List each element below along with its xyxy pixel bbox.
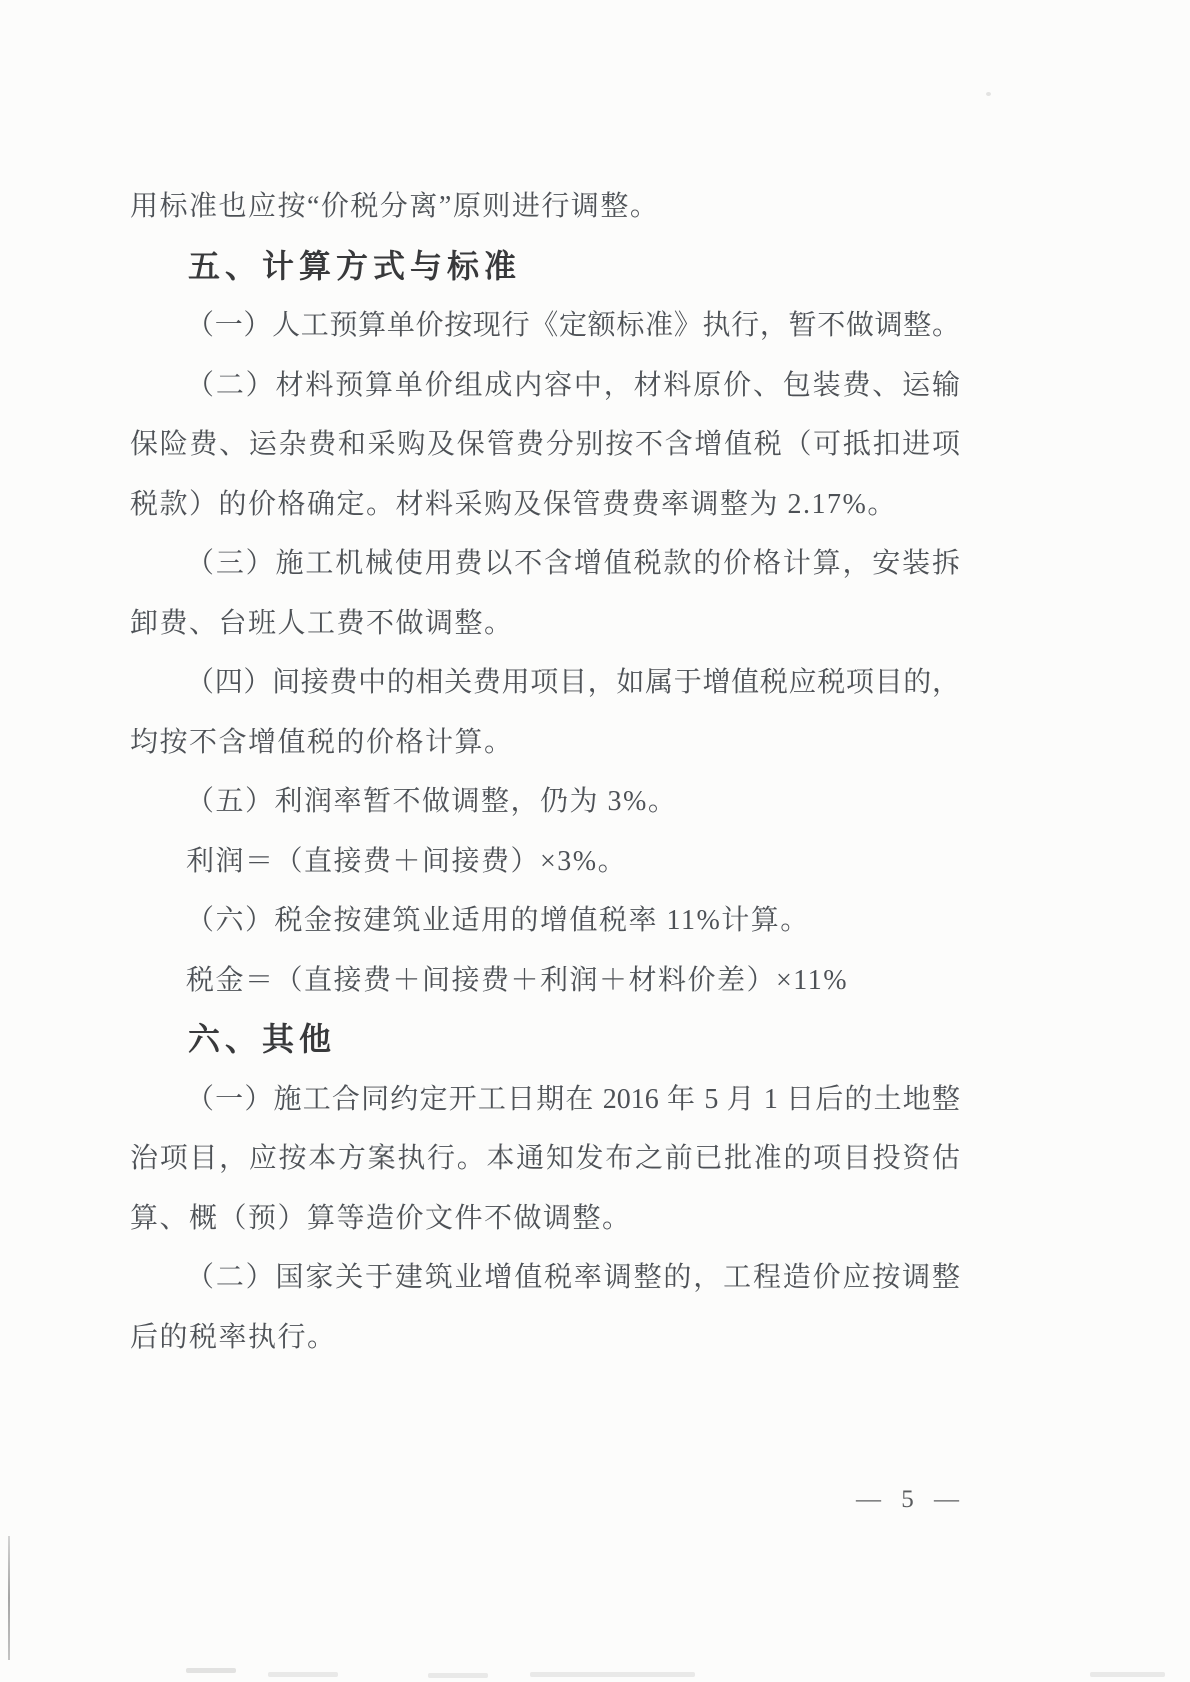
formula-line-tax: 税金＝（直接费＋间接费＋利润＋材料价差）×11% [186,964,849,996]
document-body [130,177,960,1367]
doc-line: 后的税率执行。 [130,1321,337,1353]
doc-line: （二）国家关于建筑业增值税率调整的，工程造价应按调整 [186,1262,960,1293]
scan-smudge-artifact [268,1672,338,1677]
doc-line: （四）间接费中的相关费用项目，如属于增值税应税项目的， [186,667,960,698]
scan-smudge-artifact [1090,1672,1165,1677]
doc-line: 卸费、台班人工费不做调整。 [130,607,514,639]
doc-line: （一）人工预算单价按现行《定额标准》执行，暂不做调整。 [186,310,960,341]
doc-line: （三）施工机械使用费以不含增值税款的价格计算，安装拆 [186,548,960,579]
scan-speck-artifact [986,92,991,96]
scan-smudge-artifact [186,1668,236,1673]
formula-line-profit: 利润＝（直接费＋间接费）×3%。 [186,845,628,877]
doc-line: 税款）的价格确定。材料采购及保管费费率调整为 2.17%。 [130,488,897,520]
section-heading-5: 五、计算方式与标准 [188,247,522,284]
scan-smudge-artifact [428,1673,488,1678]
section-heading-6: 六、其他 [188,1021,337,1057]
doc-line: 均按不含增值税的价格计算。 [130,726,514,758]
doc-line: （五）利润率暂不做调整，仍为 3%。 [186,786,678,817]
scan-edge-artifact [8,1536,10,1660]
doc-line: 用标准也应按“价税分离”原则进行调整。 [130,191,660,222]
doc-line: 保险费、运杂费和采购及保管费分别按不含增值税（可抵扣进项 [130,429,960,460]
page-number: — 5 — [856,1486,966,1513]
scan-smudge-artifact [530,1672,695,1677]
doc-line: 治项目，应按本方案执行。本通知发布之前已批准的项目投资估 [130,1143,960,1174]
doc-line: （二）材料预算单价组成内容中，材料原价、包装费、运输 [186,369,960,401]
doc-line: （六）税金按建筑业适用的增值税率 11%计算。 [186,905,810,936]
doc-line: 算、概（预）算等造价文件不做调整。 [130,1202,632,1234]
doc-line: （一）施工合同约定开工日期在 2016 年 5 月 1 日后的土地整 [186,1083,960,1115]
